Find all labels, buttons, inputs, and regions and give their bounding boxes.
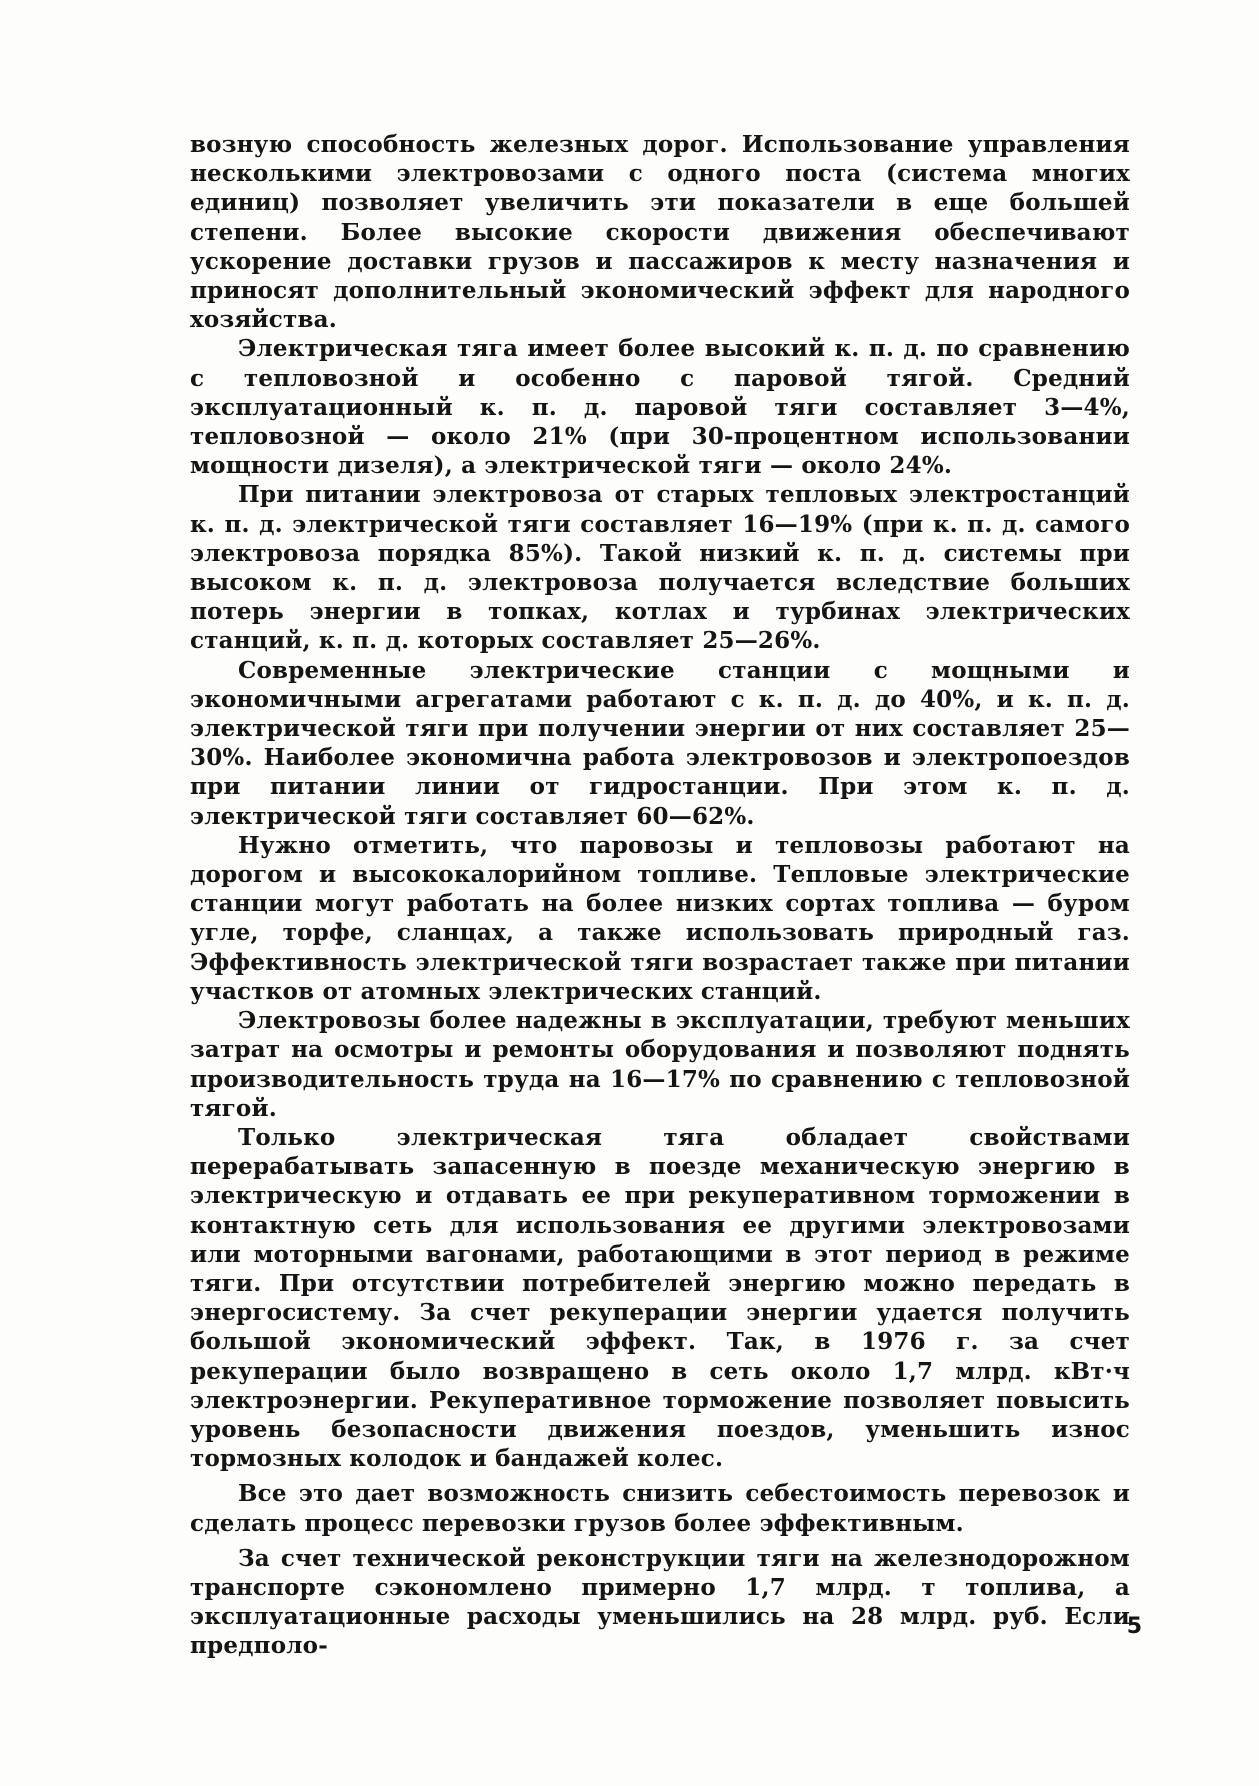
paragraph-3: При питании электровоза от старых тепловых электростанций к. п. д. электрической тяги составляет 16—19% (при к. п. д. самого электровоза порядка 85%). Такой низкий к. п. д. системы при высоком к. п. д. электровоза получается вследствие больших потерь энергии в топках, котлах и турбинах электрических станций, к. п. д. которых составляет 25—26%.: [190, 481, 1130, 655]
paragraph-1: возную способность железных дорог. Использование управления несколькими электровозами с одного поста (система многих единиц) позволяет увеличить эти показатели в еще большей степени. Более высокие скорости движения обеспечивают ускорение доставки грузов и пассажиров к месту назначения и приносят дополнительный экономический эффект для народного хозяйства.: [190, 131, 1130, 334]
paragraph-5: Нужно отметить, что паровозы и тепловозы работают на дорогом и высококалорийном топливе. Тепловые электрические станции могут работать на более низких сортах топлива — буром угле, торфе, сланцах, а также использовать природный газ. Эффективность электрической тяги возрастает также при питании участков от атомных электрических станций.: [190, 831, 1130, 1005]
paragraph-9: За счет технической реконструкции тяги на железнодорожном транспорте сэкономлено примерно 1,7 млрд. т топлива, а эксплуатационные расходы уменьшились на 28 млрд. руб. Если предполо-: [190, 1544, 1130, 1660]
paragraph-6: Электровозы более надежны в эксплуатации, требуют меньших затрат на осмотры и ремонты оборудования и позволяют поднять производительность труда на 16—17% по сравнению с тепловозной тягой.: [190, 1007, 1130, 1122]
paragraph-7: Только электрическая тяга обладает свойствами перерабатывать запасенную в поезде механическую энергию в электрическую и отдавать ее при рекуперативном торможении в контактную сеть для использования ее другими электровозами или моторными вагонами, работающими в этот период в режиме тяги. При отсутствии потребителей энергию можно передать в энергосистему. За счет рекуперации энергии удается получить большой экономический эффект. Так, в 1976 г. за счет рекуперации было возвращено в сеть около 1,7 млрд. кВт·ч электроэнергии. Рекуперативное торможение позволяет повысить уровень безопасности движения поездов, уменьшить износ тормозных колодок и бандажей колес.: [190, 1123, 1130, 1473]
body-text: [190, 130, 1130, 1661]
page-number: 5: [1126, 1614, 1142, 1639]
paragraph-4: Современные электрические станции с мощными и экономичными агрегатами работают с к. п. д. до 40%, и к. п. д. электрической тяги при получении энергии от них составляет 25—30%. Наиболее экономична работа электровозов и электропоездов при питании линии от гидростанции. При этом к. п. д. электрической тяги составляет 60—62%.: [190, 656, 1130, 830]
paragraph-8: Все это дает возможность снизить себестоимость перевозок и сделать процесс перевозки грузов более эффективным.: [190, 1480, 1130, 1537]
paragraph-2: Электрическая тяга имеет более высокий к. п. д. по сравнению с тепловозной и особенно с паровой тягой. Средний эксплуатационный к. п. д. паровой тяги составляет 3—4%, тепловозной — около 21% (при 30-процентном использовании мощности дизеля), а электрической тяги — около 24%.: [190, 335, 1130, 480]
